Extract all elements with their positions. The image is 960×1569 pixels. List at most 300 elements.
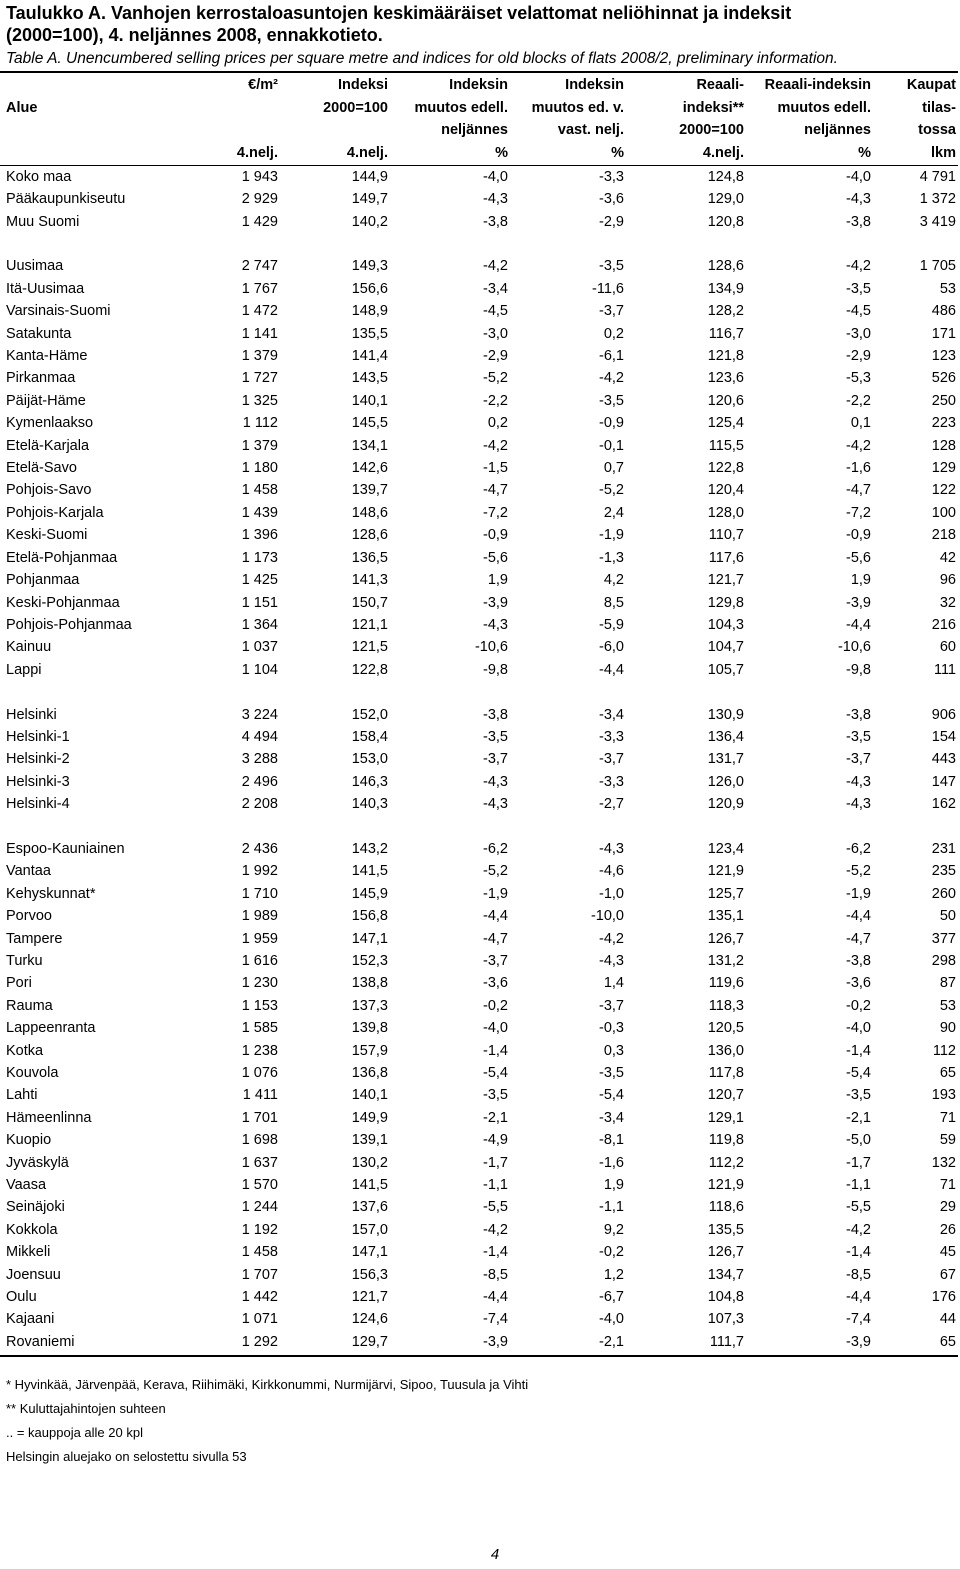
price-per-m2: 1 364: [241, 616, 278, 633]
index-y-change: -4,2: [599, 370, 624, 387]
index-2000: 141,5: [351, 863, 388, 880]
real-index-change: -4,3: [846, 191, 871, 208]
group-spacer-cell: [0, 816, 958, 838]
price-per-m2: 2 496: [241, 773, 278, 790]
sales-count: 87: [939, 975, 956, 992]
group-spacer-cell: [0, 233, 958, 255]
index-2000: 148,9: [351, 303, 388, 320]
region-name: Kainuu: [6, 639, 52, 656]
table-row: [0, 726, 958, 748]
real-index: 105,7: [707, 661, 744, 678]
region-name: Kymenlaakso: [6, 415, 94, 432]
region-name: Helsinki-3: [6, 773, 70, 790]
region-name: Varsinais-Suomi: [6, 303, 111, 320]
real-index-change: -1,1: [846, 1177, 871, 1194]
real-index: 135,1: [707, 908, 744, 925]
price-per-m2: 1 710: [241, 885, 278, 902]
index-y-change: -8,1: [599, 1132, 624, 1149]
sales-count: 171: [931, 325, 956, 342]
index-y-change: -3,3: [599, 773, 624, 790]
footnote-kehyskunnat: * Hyvinkää, Järvenpää, Kerava, Riihimäki, Kirkkonummi, Nurmijärvi, Sipoo, Tuusula ja Vihti: [6, 1377, 529, 1392]
sales-count: 44: [939, 1311, 956, 1328]
real-index: 104,7: [707, 639, 744, 656]
region-name: Pohjanmaa: [6, 572, 80, 589]
header-real-index-1: Reaali-: [696, 77, 744, 93]
header-index-unit: 4.nelj.: [280, 142, 390, 165]
price-per-m2: 1 076: [241, 1065, 278, 1082]
sales-count: 26: [939, 1221, 956, 1238]
sales-count: 4 791: [919, 168, 956, 185]
real-index: 112,2: [708, 1154, 744, 1171]
sales-count: 53: [939, 997, 956, 1014]
real-index: 104,3: [707, 616, 744, 633]
header-real-change-1: Reaali-indeksin: [764, 77, 871, 93]
index-2000: 130,2: [351, 1154, 388, 1171]
price-per-m2: 1 442: [241, 1289, 278, 1306]
index-y-change: -4,6: [599, 863, 624, 880]
real-index: 119,8: [708, 1132, 744, 1149]
price-per-m2: 1 429: [241, 213, 278, 230]
real-index: 121,8: [707, 348, 744, 365]
index-2000: 152,3: [351, 952, 388, 969]
price-per-m2: 1 292: [241, 1333, 278, 1350]
real-index-change: -4,0: [846, 1020, 871, 1037]
index-q-change: -1,5: [483, 460, 508, 477]
price-per-m2: 1 943: [241, 168, 278, 185]
index-q-change: -10,6: [474, 639, 508, 656]
price-per-m2: 2 747: [241, 258, 278, 275]
index-q-change: -1,4: [483, 1042, 508, 1059]
sales-count: 129: [931, 460, 956, 477]
real-index: 120,5: [707, 1020, 744, 1037]
real-index-change: -2,1: [846, 1109, 871, 1126]
real-index: 129,0: [707, 191, 744, 208]
index-q-change: -6,2: [483, 840, 508, 857]
index-q-change: -5,4: [483, 1065, 508, 1082]
index-y-change: -3,3: [599, 728, 624, 745]
index-y-change: -6,1: [599, 348, 624, 365]
real-index-change: -4,4: [846, 1289, 871, 1306]
real-index-change: -4,7: [846, 482, 871, 499]
sales-count: 67: [939, 1266, 956, 1283]
index-q-change: -5,5: [483, 1199, 508, 1216]
sales-count: 71: [939, 1177, 956, 1194]
index-2000: 136,5: [351, 549, 388, 566]
sales-count: 231: [931, 840, 956, 857]
table-row: [0, 479, 958, 501]
index-q-change: -3,5: [483, 1087, 508, 1104]
region-name: Seinäjoki: [6, 1199, 65, 1216]
sales-count: 122: [931, 482, 956, 499]
index-y-change: -2,7: [599, 796, 624, 813]
index-2000: 121,1: [351, 616, 388, 633]
index-2000: 145,9: [351, 885, 388, 902]
table-row: [0, 547, 958, 569]
real-index: 131,7: [707, 751, 744, 768]
sales-count: 176: [931, 1289, 956, 1306]
region-name: Oulu: [6, 1289, 37, 1306]
index-y-change: 0,2: [603, 325, 624, 342]
header-real-index-3: 2000=100: [679, 122, 744, 139]
real-index-change: -1,9: [846, 885, 871, 902]
index-q-change: -7,2: [483, 504, 508, 521]
real-index: 121,9: [707, 863, 744, 880]
index-2000: 143,5: [351, 370, 388, 387]
real-index: 128,2: [707, 303, 744, 320]
table-row: [0, 569, 958, 591]
real-index-change: -3,5: [846, 1087, 871, 1104]
index-2000: 150,7: [351, 594, 388, 611]
index-q-change: -5,2: [483, 863, 508, 880]
region-name: Kokkola: [6, 1221, 58, 1238]
index-2000: 156,3: [351, 1266, 388, 1283]
region-name: Pohjois-Savo: [6, 482, 92, 499]
page-number: 4: [490, 1546, 500, 1563]
real-index-change: -4,5: [846, 303, 871, 320]
region-name: Vaasa: [6, 1177, 47, 1194]
real-index: 118,6: [708, 1199, 744, 1216]
sales-count: 235: [931, 863, 956, 880]
real-index: 128,0: [707, 504, 744, 521]
index-y-change: -4,2: [599, 930, 624, 947]
sales-count: 1 705: [919, 258, 956, 275]
table-row: [0, 390, 958, 412]
index-y-change: -3,7: [599, 303, 624, 320]
sales-count: 486: [931, 303, 956, 320]
index-2000: 143,2: [351, 840, 388, 857]
table-row: [0, 659, 958, 681]
real-index-change: -1,4: [846, 1244, 871, 1261]
region-name: Pääkaupunkiseutu: [6, 191, 126, 208]
real-index-change: -4,7: [846, 930, 871, 947]
real-index-change: -3,5: [846, 728, 871, 745]
price-per-m2: 1 458: [241, 482, 278, 499]
region-name: Jyväskylä: [6, 1154, 69, 1171]
real-index: 120,6: [707, 392, 744, 409]
table-row: [0, 1040, 958, 1062]
index-y-change: -3,7: [599, 997, 624, 1014]
real-index: 126,7: [707, 1244, 744, 1261]
index-2000: 129,7: [351, 1333, 388, 1350]
index-y-change: 1,9: [603, 1177, 624, 1194]
real-index: 104,8: [707, 1289, 744, 1306]
table-row: [0, 412, 958, 434]
footnote-helsinki-areas: Helsingin aluejako on selostettu sivulla 53: [6, 1449, 247, 1464]
sales-count: 50: [939, 908, 956, 925]
price-per-m2: 1 325: [241, 392, 278, 409]
group-spacer: [0, 816, 958, 838]
sales-count: 250: [931, 392, 956, 409]
region-name: Hämeenlinna: [6, 1109, 92, 1126]
index-q-change: -1,7: [483, 1154, 508, 1171]
sales-count: 193: [931, 1087, 956, 1104]
index-2000: 139,8: [351, 1020, 388, 1037]
index-y-change: -4,3: [599, 840, 624, 857]
index-y-change: -11,6: [592, 280, 624, 297]
price-per-m2: 1 458: [241, 1244, 278, 1261]
table-row: [0, 1152, 958, 1174]
header-alue: Alue: [6, 100, 38, 117]
region-name: Lappeenranta: [6, 1020, 96, 1037]
price-per-m2: 1 707: [241, 1266, 278, 1283]
index-y-change: -0,9: [599, 415, 624, 432]
price-per-m2: 1 230: [241, 975, 278, 992]
index-q-change: -4,9: [483, 1132, 508, 1149]
real-index: 129,8: [707, 594, 744, 611]
price-per-m2: 1 425: [241, 572, 278, 589]
index-2000: 122,8: [351, 661, 388, 678]
index-y-change: -0,3: [599, 1020, 624, 1037]
price-per-m2: 1 153: [241, 997, 278, 1014]
price-per-m2: 1 396: [241, 527, 278, 544]
price-per-m2: 1 379: [241, 437, 278, 454]
real-index-change: -3,9: [846, 1333, 871, 1350]
sales-count: 32: [939, 594, 956, 611]
table-title-line-2: (2000=100), 4. neljännes 2008, ennakkotieto.: [6, 25, 383, 45]
real-index-change: -8,5: [846, 1266, 871, 1283]
price-table: [0, 74, 958, 1353]
real-index-change: -0,9: [846, 527, 871, 544]
real-index-change: -7,4: [846, 1311, 871, 1328]
region-name: Pohjois-Karjala: [6, 504, 104, 521]
sales-count: 90: [939, 1020, 956, 1037]
index-2000: 140,2: [351, 213, 388, 230]
region-name: Mikkeli: [6, 1244, 51, 1261]
real-index: 120,8: [707, 213, 744, 230]
index-2000: 147,1: [351, 930, 388, 947]
region-name: Pori: [6, 975, 32, 992]
region-name: Helsinki-4: [6, 796, 70, 813]
index-q-change: 0,2: [487, 415, 508, 432]
sales-count: 71: [939, 1109, 956, 1126]
index-2000: 121,7: [351, 1289, 388, 1306]
index-y-change: 4,2: [603, 572, 624, 589]
real-index-change: -4,2: [846, 258, 871, 275]
real-index-change: -3,8: [846, 952, 871, 969]
footnote-few-sales: .. = kauppoja alle 20 kpl: [6, 1425, 143, 1440]
table-row: [0, 592, 958, 614]
index-y-change: -1,9: [599, 527, 624, 544]
table-row: [0, 1286, 958, 1308]
table-row: [0, 972, 958, 994]
table-row: [0, 860, 958, 882]
table-row: [0, 614, 958, 636]
index-y-change: 2,4: [603, 504, 624, 521]
index-q-change: -7,4: [483, 1311, 508, 1328]
header-real-change-3: neljännes: [804, 122, 871, 139]
real-index: 118,3: [708, 997, 744, 1014]
index-y-change: -0,1: [599, 437, 624, 454]
region-name: Helsinki-2: [6, 751, 70, 768]
sales-count: 53: [939, 280, 956, 297]
price-per-m2: 1 959: [241, 930, 278, 947]
real-index-change: -4,4: [846, 908, 871, 925]
index-y-change: -4,0: [599, 1311, 624, 1328]
index-2000: 135,5: [351, 325, 388, 342]
real-index-change: -3,7: [846, 751, 871, 768]
header-sales-1: Kaupat: [906, 77, 956, 93]
table-row: [0, 1264, 958, 1286]
header-real-index-2: indeksi**: [682, 99, 744, 116]
table-row: [0, 435, 958, 457]
index-y-change: -4,3: [599, 952, 624, 969]
index-2000: 146,3: [351, 773, 388, 790]
sales-count: 906: [931, 706, 956, 723]
real-index-change: -5,6: [846, 549, 871, 566]
index-2000: 153,0: [351, 751, 388, 768]
price-per-m2: 1 698: [241, 1132, 278, 1149]
price-per-m2: 3 224: [241, 706, 278, 723]
index-q-change: 1,9: [487, 572, 508, 589]
table-row: [0, 1308, 958, 1330]
index-2000: 140,1: [351, 392, 388, 409]
real-index-change: -4,2: [846, 437, 871, 454]
real-index: 117,6: [708, 549, 744, 566]
index-y-change: -10,0: [590, 908, 624, 925]
price-per-m2: 1 439: [241, 504, 278, 521]
real-index: 110,7: [708, 527, 744, 544]
sales-count: 128: [931, 437, 956, 454]
sales-count: 162: [931, 796, 956, 813]
index-q-change: -3,5: [483, 728, 508, 745]
sales-count: 42: [939, 549, 956, 566]
price-per-m2: 1 238: [241, 1042, 278, 1059]
sales-count: 147: [931, 773, 956, 790]
index-y-change: -1,0: [599, 885, 624, 902]
region-name: Itä-Uusimaa: [6, 280, 85, 297]
table-row: [0, 905, 958, 927]
real-index-change: -7,2: [846, 504, 871, 521]
header-real-change-unit: %: [746, 142, 873, 165]
index-2000: 141,3: [351, 572, 388, 589]
price-per-m2: 1 570: [241, 1177, 278, 1194]
index-2000: 149,9: [351, 1109, 388, 1126]
real-index: 125,7: [707, 885, 744, 902]
index-2000: 128,6: [351, 527, 388, 544]
real-index: 116,7: [708, 325, 744, 342]
real-index-change: -2,2: [846, 392, 871, 409]
index-y-change: -1,1: [599, 1199, 624, 1216]
sales-count: 218: [931, 527, 956, 544]
region-name: Tampere: [6, 930, 63, 947]
region-name: Helsinki-1: [6, 728, 70, 745]
region-name: Rovaniemi: [6, 1333, 75, 1350]
index-q-change: -2,2: [483, 392, 508, 409]
index-2000: 149,3: [351, 258, 388, 275]
table-row: [0, 1062, 958, 1084]
header-idx-qchange-2: muutos edell.: [414, 99, 508, 116]
index-q-change: -4,2: [483, 1221, 508, 1238]
price-per-m2: 2 436: [241, 840, 278, 857]
price-per-m2: 1 637: [241, 1154, 278, 1171]
index-q-change: -4,3: [483, 796, 508, 813]
real-index: 123,6: [707, 370, 744, 387]
real-index-change: -0,2: [846, 997, 871, 1014]
index-2000: 141,4: [351, 348, 388, 365]
index-q-change: -0,9: [483, 527, 508, 544]
index-2000: 121,5: [351, 639, 388, 656]
real-index: 124,8: [707, 168, 744, 185]
region-name: Pohjois-Pohjanmaa: [6, 616, 132, 633]
price-per-m2: 1 192: [241, 1221, 278, 1238]
region-name: Espoo-Kauniainen: [6, 840, 125, 857]
index-y-change: 1,4: [603, 975, 624, 992]
real-index: 125,4: [707, 415, 744, 432]
top-rule: [0, 71, 958, 73]
index-y-change: -3,3: [599, 168, 624, 185]
real-index-change: -1,6: [846, 460, 871, 477]
region-name: Kehyskunnat*: [6, 885, 96, 902]
price-per-m2: 1 037: [241, 639, 278, 656]
price-per-m2: 1 727: [241, 370, 278, 387]
sales-count: 123: [931, 348, 956, 365]
price-per-m2: 1 472: [241, 303, 278, 320]
index-y-change: -6,0: [599, 639, 624, 656]
real-index-change: -5,0: [846, 1132, 871, 1149]
region-name: Kuopio: [6, 1132, 52, 1149]
index-2000: 140,3: [351, 796, 388, 813]
real-index: 126,7: [707, 930, 744, 947]
table-row: [0, 278, 958, 300]
index-q-change: -3,4: [483, 280, 508, 297]
index-2000: 157,0: [351, 1221, 388, 1238]
index-y-change: -1,6: [599, 1154, 624, 1171]
index-q-change: -4,3: [483, 773, 508, 790]
index-2000: 148,6: [351, 504, 388, 521]
real-index-change: -4,4: [846, 616, 871, 633]
index-y-change: 0,3: [603, 1042, 624, 1059]
sales-count: 60: [939, 639, 956, 656]
sales-count: 65: [939, 1065, 956, 1082]
index-q-change: -5,2: [483, 370, 508, 387]
index-q-change: -1,4: [483, 1244, 508, 1261]
index-y-change: -3,7: [599, 751, 624, 768]
sales-count: 29: [939, 1199, 956, 1216]
sales-count: 260: [931, 885, 956, 902]
region-name: Etelä-Pohjanmaa: [6, 549, 118, 566]
sales-count: 96: [939, 572, 956, 589]
index-2000: 140,1: [351, 1087, 388, 1104]
header-unit-blank: [0, 142, 180, 165]
table-row: [0, 1241, 958, 1263]
sales-count: 112: [932, 1042, 956, 1059]
table-row: [0, 838, 958, 860]
index-q-change: -1,9: [483, 885, 508, 902]
table-row: [0, 1084, 958, 1106]
index-2000: 137,6: [351, 1199, 388, 1216]
index-2000: 137,3: [351, 997, 388, 1014]
index-y-change: -6,7: [599, 1289, 624, 1306]
footnote-real-index: ** Kuluttajahintojen suhteen: [6, 1401, 166, 1416]
index-q-change: -4,2: [483, 437, 508, 454]
sales-count: 154: [931, 728, 956, 745]
price-per-m2: 1 992: [241, 863, 278, 880]
index-y-change: 1,2: [603, 1266, 624, 1283]
price-per-m2: 1 112: [242, 415, 278, 432]
real-index-change: -4,3: [846, 796, 871, 813]
sales-count: 59: [939, 1132, 956, 1149]
index-2000: 145,5: [351, 415, 388, 432]
index-q-change: -0,2: [483, 997, 508, 1014]
price-per-m2: 2 208: [241, 796, 278, 813]
index-y-change: 8,5: [603, 594, 624, 611]
price-per-m2: 1 104: [241, 661, 278, 678]
group-spacer: [0, 233, 958, 255]
region-name: Päijät-Häme: [6, 392, 86, 409]
real-index-change: -4,2: [846, 1221, 871, 1238]
real-index-change: -4,3: [846, 773, 871, 790]
real-index: 126,0: [707, 773, 744, 790]
